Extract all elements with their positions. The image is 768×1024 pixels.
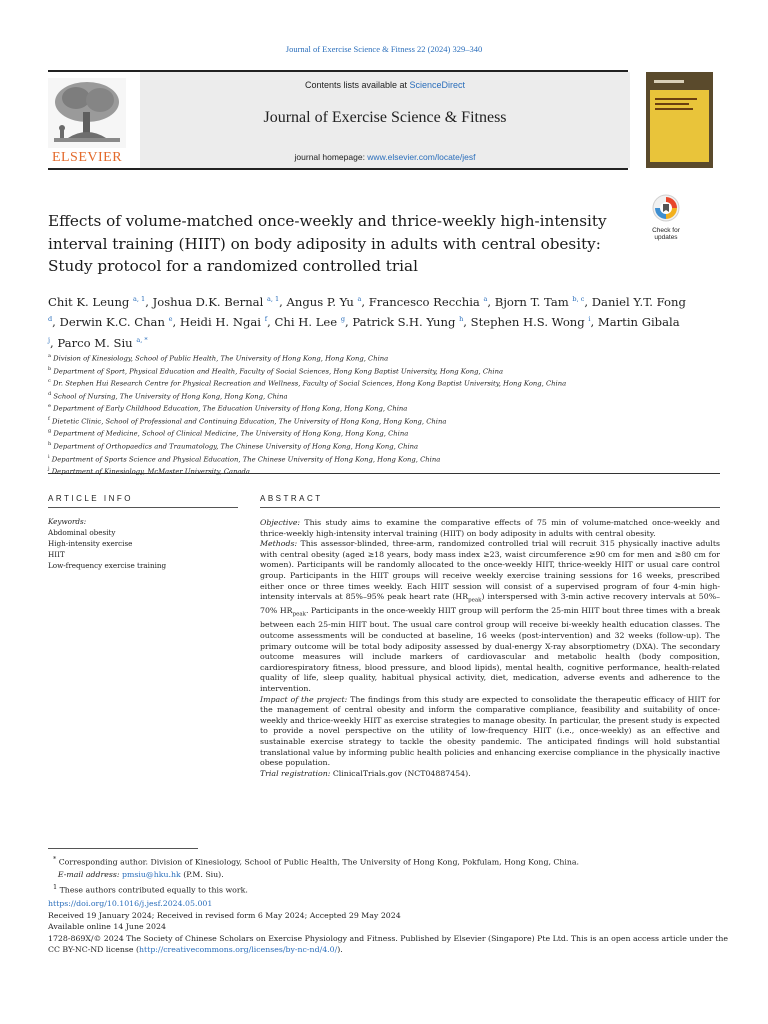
keyword-item: Low-frequency exercise training xyxy=(48,561,167,570)
keyword-item: Abdominal obesity xyxy=(48,528,116,537)
author-affiliation-marker[interactable]: a, * xyxy=(136,335,148,344)
paper-title: Effects of volume-matched once-weekly and thrice-weekly high-intensity interval training (HIIT) on body adiposity in adults with central obesity: Study protocol for a randomized controlled trial xyxy=(48,212,607,275)
trial-label: Trial registration: xyxy=(260,768,331,778)
author-name-text: Angus P. Yu xyxy=(286,294,354,309)
affiliation-item xyxy=(48,414,738,427)
author-affiliation-marker[interactable]: i xyxy=(588,315,591,324)
affiliation-item xyxy=(48,389,738,402)
author-name[interactable] xyxy=(352,315,463,329)
methods-text: ) interspersed with 3-min active recovery intervals at 50%–70% HR xyxy=(260,592,720,616)
affiliation-text: Department of Orthopaedics and Traumatology, The Chinese University of Hong Kong, Hong Kong, China xyxy=(53,442,419,451)
abstract-impact xyxy=(260,695,720,769)
author-name-text: Chi H. Lee xyxy=(274,315,338,330)
affiliation-key: c xyxy=(48,378,51,385)
author-name[interactable] xyxy=(369,295,488,309)
author-name-text: Daniel Y.T. Fong xyxy=(591,294,686,309)
corresponding-text: Corresponding author. Division of Kinesiology, School of Public Health, The University of Hong Kong, Pokfulam, Hong Kong, China. xyxy=(58,857,580,867)
impact-text: The findings from this study are expected to consolidate the therapeutic efficacy of HIIT for the management of central obesity and inform the comparative compliance, feasibility and suitability of once-weekly and thrice-weekly HIIT as exercise strategies to manage obesity. In particular, the present study is expected to provide a novel perspective on the utility of low-frequency HIIT (i.e., once-weekly) as an effective and sustainable exercise strategy to tackle the obesity pandemic. The anticipated findings will hold substantial translational value by informing public health policies and enhancing exercise compliance in the physically inactive obese population. xyxy=(260,694,720,768)
affiliation-item xyxy=(48,401,738,414)
copyright-text: 1728-869X/© 2024 The Society of Chinese Scholars on Exercise Physiology and Fitness. Published by Elsevier (Singapore) Pte Ltd. This is an open access article under the CC BY-NC-ND license ( xyxy=(48,933,729,955)
abstract-trial xyxy=(260,769,720,780)
author-name-text: Patrick S.H. Yung xyxy=(352,315,456,330)
author-name[interactable] xyxy=(57,336,147,350)
affiliation-key: h xyxy=(48,440,52,447)
journal-cover-thumbnail[interactable] xyxy=(646,72,713,168)
check-updates-icon xyxy=(652,194,680,222)
elsevier-wordmark: ELSEVIER xyxy=(51,150,123,165)
affiliation-text: Dr. Stephen Hui Research Centre for Physical Recreation and Wellness, Faculty of Social Sciences, Hong Kong Baptist University, Hong Kong, China xyxy=(52,379,567,388)
impact-label: Impact of the project: xyxy=(260,694,348,704)
objective-text: This study aims to examine the comparative effects of 75 min of volume-matched once-weekly and thrice-weekly high-intensity interval training (HIIT) on body adiposity in adults with central obesity. xyxy=(260,518,720,538)
elsevier-tree-logo[interactable] xyxy=(48,78,126,148)
copyright-end: ). xyxy=(337,945,343,955)
affiliation-text: Department of Kinesiology, McMaster University, Canada xyxy=(51,467,250,476)
affiliation-item xyxy=(48,426,738,439)
trial-text: ClinicalTrials.gov (NCT04887454). xyxy=(332,768,471,778)
affiliation-text: Department of Sport, Physical Education and Health, Faculty of Social Sciences, Hong Kong Baptist University, Hong Kong, China xyxy=(53,366,504,375)
affiliation-item xyxy=(48,351,738,364)
author-list: Chit K. Leung $^{a, 1}$, Joshua D.K. Bernal $^{a, 1}$, Angus P. Yu $^a$, Francesco Recchia $^a$, Bjorn T. Tam $^{b, c}$, Daniel Y.T. Fong $^d$, Derwin K.C. Chan $^e$, Heidi H. Ngai $^f$, Chi H. Lee $^g$, Patrick S.H. Yung $^h$, Stephen H.S. Wong $^i$, Martin Gibala $^j$, Parco M. Siu $^{a, *}$ xyxy=(48,294,686,350)
available-online-date: Available online 14 June 2024 xyxy=(48,922,166,932)
author-affiliation-marker[interactable]: j xyxy=(48,335,51,344)
author-name-text: Derwin K.C. Chan xyxy=(59,315,165,330)
author-affiliation-marker[interactable]: a, 1 xyxy=(266,295,280,303)
affiliation-item xyxy=(48,439,738,452)
journal-homepage xyxy=(140,152,630,162)
affiliation-key: b xyxy=(48,365,52,372)
affiliation-key: j xyxy=(48,466,50,473)
affiliation-text: Department of Early Childhood Education, The Education University of Hong Kong, Hong Kong, China xyxy=(53,404,408,413)
check-updates-line1: Check for xyxy=(652,227,680,234)
check-updates-line2: updates xyxy=(654,234,678,241)
equal-contribution-footnote: $^1$ These authors contributed equally to this work. xyxy=(52,882,248,895)
footnote-rule xyxy=(48,848,198,849)
affiliation-text: School of Nursing, The University of Hong Kong, Hong Kong, China xyxy=(53,391,288,400)
sciencedirect-link[interactable]: ScienceDirect xyxy=(409,80,466,90)
author-name-text: Heidi H. Ngai xyxy=(179,315,262,330)
affiliation-key: g xyxy=(48,428,52,435)
author-affiliation-marker[interactable]: a xyxy=(483,295,488,303)
author-name-text: Joshua D.K. Bernal xyxy=(152,294,264,309)
objective-label: Objective: xyxy=(260,518,301,527)
check-for-updates-button[interactable] xyxy=(644,194,688,241)
abstract-body xyxy=(260,518,720,779)
methods-subscript: peak xyxy=(292,611,306,618)
doi-link[interactable]: https://doi.org/10.1016/j.jesf.2024.05.001 xyxy=(48,899,213,908)
methods-text: This assessor-blinded, three-arm, randomized controlled trial will recruit 315 physically inactive adults with central obesity (aged ≥18 years, body mass index ≥23, waist circumference ≥90 cm for men and ≥80 cm for women). Participants will be randomly allocated to the once-weekly HIIT, thrice-weekly HIIT or usual care control group. Participants in the HIIT groups will receive weekly exercise training sessions for 16 weeks, prescribed either once or three times weekly. Each HIIT session will consist of a supervised program of four 4-min high-intensity intervals at 85%–95% peak heart rate (HR xyxy=(260,539,720,602)
keyword-item: HIIT xyxy=(48,550,65,559)
keywords-label: Keywords: xyxy=(48,517,87,526)
check-updates-label xyxy=(644,227,688,241)
author-affiliation-marker[interactable]: a xyxy=(357,295,362,303)
affiliation-key: i xyxy=(48,453,50,460)
journal-reference-link[interactable]: Journal of Exercise Science & Fitness 22 (2024) 329–340 xyxy=(285,44,483,54)
email-footnote xyxy=(48,869,738,881)
homepage-link[interactable]: www.elsevier.com/locate/jesf xyxy=(367,152,476,162)
methods-subscript: peak xyxy=(468,597,482,604)
affiliation-text: Division of Kinesiology, School of Public Health, The University of Hong Kong, Hong Kong, China xyxy=(53,354,389,363)
article-info-heading: ARTICLE INFO xyxy=(48,494,133,503)
footnotes xyxy=(48,853,738,896)
author-name-text: Chit K. Leung xyxy=(48,294,130,309)
author-name[interactable] xyxy=(153,295,280,309)
received-dates: Received 19 January 2024; Received in revised form 6 May 2024; Accepted 29 May 2024 xyxy=(48,910,401,920)
article-info-rule xyxy=(48,507,238,508)
keywords-block xyxy=(48,516,238,571)
license-link[interactable]: http://creativecommons.org/licenses/by-nc-nd/4.0/ xyxy=(139,945,338,955)
author-affiliation-marker[interactable]: h xyxy=(459,315,464,324)
affiliation-item xyxy=(48,464,738,477)
abstract-rule xyxy=(260,507,720,508)
affiliation-key: d xyxy=(48,390,52,397)
author-name[interactable] xyxy=(180,315,267,329)
homepage-prefix: journal homepage: xyxy=(294,152,368,162)
author-name[interactable] xyxy=(60,315,173,329)
affiliation-item xyxy=(48,452,738,465)
abstract-methods xyxy=(260,539,720,694)
corresponding-footnote: * Corresponding author. Division of Kinesiology, School of Public Health, The University of Hong Kong, Pokfulam, Hong Kong, China. xyxy=(52,855,580,867)
author-affiliation-marker[interactable]: a, 1 xyxy=(133,295,146,303)
email-suffix: (P.M. Siu). xyxy=(183,869,224,879)
contents-prefix: Contents lists available at xyxy=(304,80,410,90)
author-affiliation-marker[interactable]: e xyxy=(168,315,173,324)
author-name-text: Parco M. Siu xyxy=(57,335,133,350)
author-name[interactable] xyxy=(471,315,591,329)
cover-header-bar xyxy=(654,80,684,83)
author-affiliation-marker[interactable]: f xyxy=(264,315,268,324)
author-name-text: Francesco Recchia xyxy=(368,294,480,309)
methods-label: Methods: xyxy=(260,539,298,549)
email-label: E-mail address: xyxy=(57,869,120,879)
copyright-notice xyxy=(48,933,738,956)
affiliation-key: f xyxy=(48,415,50,422)
author-name-text: Stephen H.S. Wong xyxy=(470,315,585,330)
email-link[interactable]: pmsiu@hku.hk xyxy=(122,869,181,879)
methods-text: . Participants in the once-weekly HIIT group will perform the 25-min HIIT bout three times with a break between each 25-min HIIT bout. The usual care control group will receive bi-weekly health education classes. The outcome assessments will be conducted at baseline, 16 weeks (post-intervention) and 32 weeks (follow-up). The primary outcome will be total body adiposity assessed by dual-energy X-ray absorptiometry (DXA). The secondary outcome measures will include markers of cardiovascular and metabolic health (body composition, cardiorespiratory fitness, blood pressure, and blood lipids), mental health, cognitive performance, health-related quality of life, sleep quality, habitual physical activity, diet, medication, adverse events and adherence to the intervention. xyxy=(260,606,720,693)
equal-contribution-text: These authors contributed equally to this work. xyxy=(59,885,248,895)
affiliation-text: Department of Sports Science and Physical Education, The Chinese University of Hong Kong, Hong Kong, China xyxy=(51,454,441,463)
cover-title-line xyxy=(655,108,693,110)
author-name[interactable] xyxy=(48,295,145,309)
author-name[interactable] xyxy=(287,295,362,309)
journal-title: Journal of Exercise Science & Fitness xyxy=(263,109,507,126)
keyword-item: High-intensity exercise xyxy=(48,539,133,548)
section-divider xyxy=(48,473,720,474)
contents-availability xyxy=(140,80,630,90)
affiliation-key: e xyxy=(48,403,51,410)
affiliation-item xyxy=(48,376,738,389)
cover-yellow-panel xyxy=(650,90,709,162)
cover-title-line xyxy=(655,98,697,100)
affiliation-item xyxy=(48,364,738,377)
author-name[interactable] xyxy=(274,315,345,329)
author-affiliation-marker[interactable]: g xyxy=(340,315,345,324)
header-bottom-rule xyxy=(48,168,628,170)
author-name[interactable] xyxy=(495,295,585,309)
abstract-objective xyxy=(260,518,720,539)
cover-title-line xyxy=(655,103,689,105)
author-name-text: Bjorn T. Tam xyxy=(494,294,569,309)
author-affiliation-marker[interactable]: d xyxy=(48,315,53,324)
affiliation-text: Dietetic Clinic, School of Professional and Continuing Education, The University of Hong Kong, Hong Kong, China xyxy=(52,417,447,426)
affiliation-text: Department of Medicine, School of Clinical Medicine, The University of Hong Kong, Hong Kong, China xyxy=(53,429,409,438)
affiliation-key: a xyxy=(48,353,51,359)
affiliation-list xyxy=(48,351,738,477)
author-name-text: Martin Gibala xyxy=(597,315,680,330)
abstract-heading: ABSTRACT xyxy=(260,494,323,503)
publication-info xyxy=(48,898,738,956)
author-affiliation-marker[interactable]: b, c xyxy=(572,295,585,303)
